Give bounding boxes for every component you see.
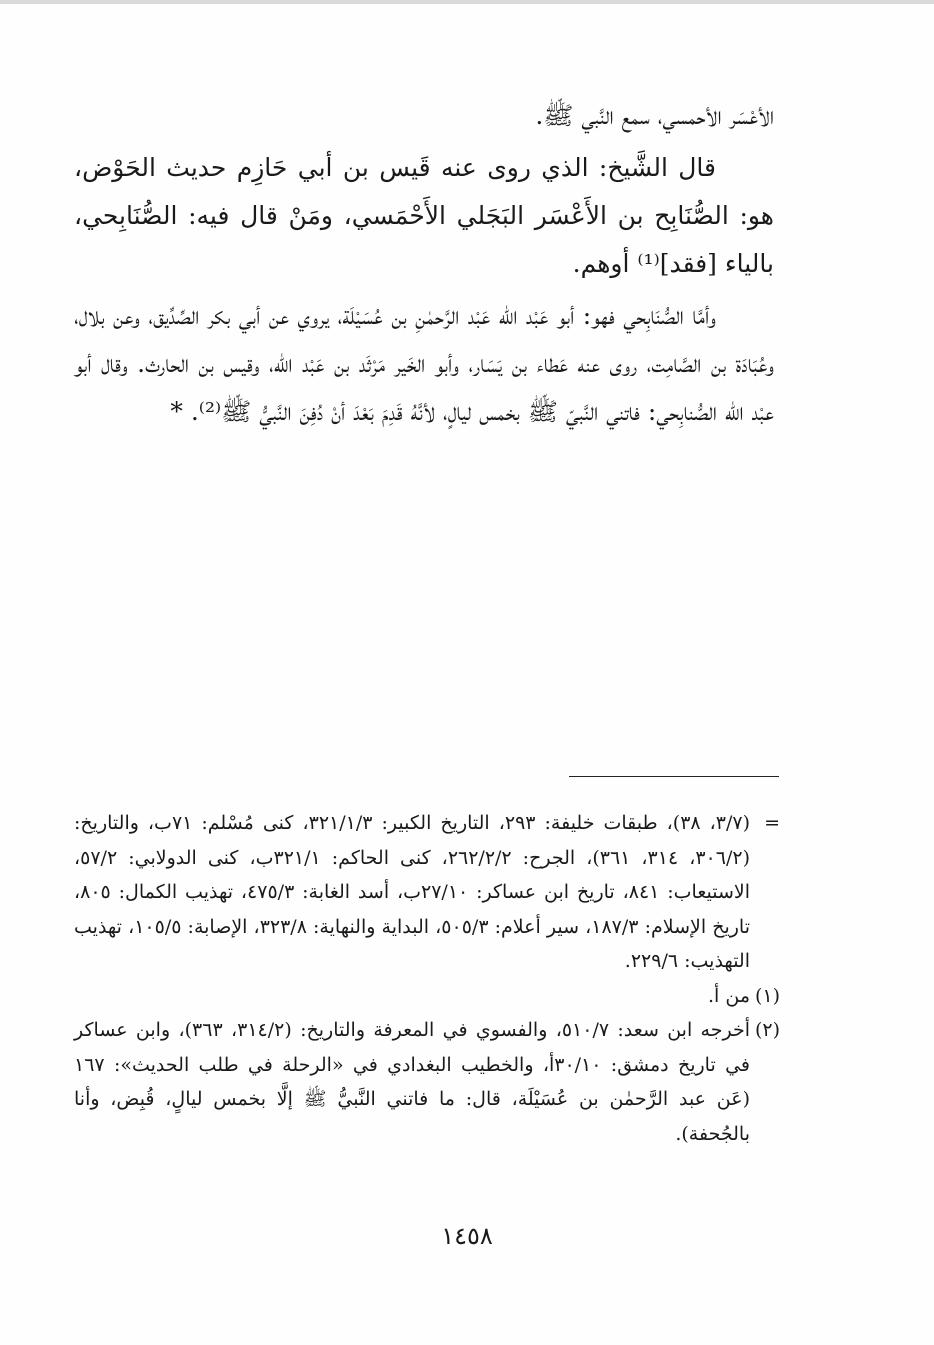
footnote-2 <box>74 1013 780 1151</box>
paragraph-1: الأعْسَر الأحمسي، سمع النَّبي ﷺ. <box>535 101 774 130</box>
footnote-text: أخرجه ابن سعد: ٥١٠/٧، والفسوي في المعرفة والتاريخ: (٣١٤/٢، ٣٦٣)، وابن عساكر في تاريخ دمشق: ٣٠/١٠أ، والخطيب البغدادي في «الرحلة في طلب الحديث»: ١٦٧ (عَن عبد الرَّحمٰن بن عُسَيْلَة، قال: ما فاتني النَّبيُّ ﷺ إلَّا بخمس ليالٍ، قُبِض، وأنا بالجُحفة). <box>74 1019 751 1145</box>
footnote-marker: = <box>764 812 780 834</box>
footnotes-block <box>74 806 780 1151</box>
footnote-separator <box>569 776 779 777</box>
footnote-continued <box>74 806 780 979</box>
paragraph-3: وأمَّا الصُّنَابِحي فهو: أبو عَبْد الله عَبْد الرَّحمٰنِ بن عُسَيْلَة، يروي عن أبي بكر الصِّدِّيق، وعن بلال، وعُبَادَة بن الصَّامِت، روى عنه عَطاء بن يَسَار، وأبو الخَير مَرْثَد بن عَبْد الله، وقيس بن الحارث. وقال أبو عبْد الله الصُّنابِحي: فاتني النَّبيّ ﷺ بخمس ليالٍ، لأنَّهُ قَدِمَ بَعْدَ أنْ دُفِنَ النَّبيُّ ﷺ⁽²⁾. * <box>74 301 774 426</box>
footnote-1 <box>74 979 780 1014</box>
footnote-marker: (١) <box>754 984 780 1007</box>
main-text-block <box>74 92 774 440</box>
footnote-marker: (٢) <box>754 1019 780 1041</box>
footnote-text: (٣/٧، ٣٨)، طبقات خليفة: ٢٩٣، التاريخ الكبير: ٣٢١/١/٣، كنى مُسْلم: ٧١ب، والتاريخ: (٣٠٦/٢، ٣١٤، ٣٦١)، الجرح: ٢٦٢/٢/٢، كنى الحاكم: ٣٢١/١ب، كنى الدولابي: ٥٧/٢، الاستيعاب: ٨٤١، تاريخ ابن عساكر: ٢٧/١٠ب، أسد الغابة: ٤٧٥/٣، تهذيب الكمال: ٨٠٥، تاريخ الإسلام: ١٨٧/٣، سير أعلام: ٥٠٥/٣، البداية والنهاية: ٣٢٣/٨، الإصابة: ١٠٥/٥، تهذيب التهذيب: ٢٢٩/٦. <box>74 812 751 972</box>
page-number: ١٤٥٨ <box>441 1222 493 1250</box>
paragraph-2: قال الشَّيخ: الذي روى عنه قَيس بن أبي حَازِم حديث الحَوْض، هو: الصُّنَابِح بن الأَعْسَر البَجَلي الأَحْمَسي، ومَنْ قال فيه: الصُّنَابِحي، بالياء [فقد]⁽¹⁾ أوهم. <box>74 153 774 278</box>
footnote-text: من أ. <box>708 984 750 1007</box>
scan-edge <box>0 0 934 4</box>
